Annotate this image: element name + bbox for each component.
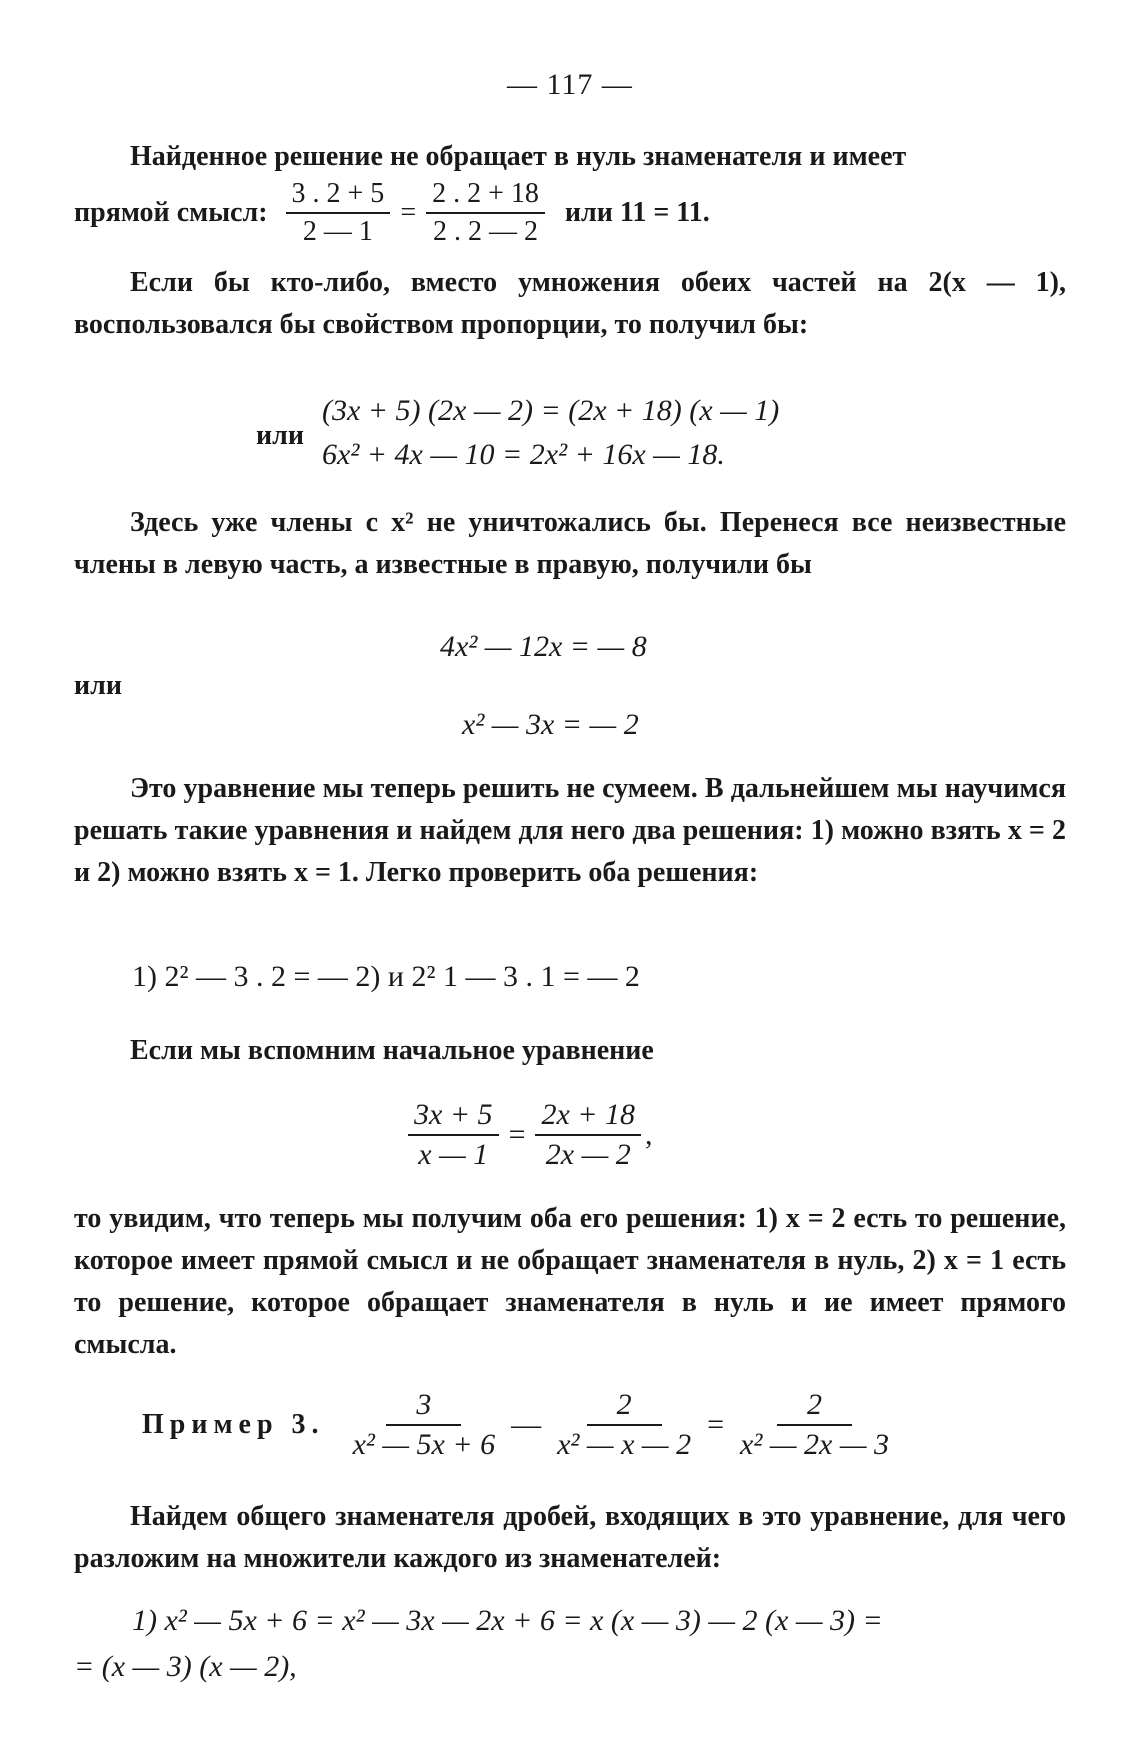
denominator: x² — 5x + 6 [352, 1428, 496, 1461]
equals-sign: = [707, 1408, 725, 1441]
fraction-right [535, 1098, 641, 1172]
fraction-left [286, 178, 391, 248]
check-equation-line [74, 178, 710, 248]
paragraph-text: Если бы кто-либо, вместо умножения обеих частей на 2(x — 1), воспользовался бы свойством пропорции, то получил бы: [74, 267, 1066, 340]
fraction-3 [734, 1388, 895, 1462]
factorization-line-1: 1) x² — 5x + 6 = x² — 3x — 2x + 6 = x (x — 3) — 2 (x — 3) = [132, 1604, 883, 1637]
denominator: 2 — 1 [302, 216, 373, 247]
fraction-left [408, 1098, 499, 1172]
equation-proportion-1: (3x + 5) (2x — 2) = (2x + 18) (x — 1) [322, 394, 780, 427]
paragraph-text: Здесь уже члены с x² не уничтожались бы. Перенеся все неизвестные члены в левую часть, а известные в правую, получили бы [74, 507, 1066, 580]
paragraph-recall [74, 1030, 1066, 1072]
numerator: 2 [777, 1388, 852, 1426]
original-equation [404, 1098, 653, 1172]
page-number: — 117 — [507, 68, 633, 101]
paragraph-solution-check [74, 136, 1066, 178]
denominator: 2x — 2 [545, 1138, 631, 1171]
example-label: Пример 3. [142, 1409, 325, 1440]
tail-text: или 11 = 11. [564, 197, 710, 228]
equals-sign: = [400, 197, 417, 228]
factorization-line-2: = (x — 3) (x — 2), [74, 1650, 297, 1683]
paragraph-text: Найдем общего знаменателя дробей, входящих в это уравнение, для чего разложим на множители каждого из знаменателей: [74, 1501, 1066, 1574]
equation-proportion-2: 6x² + 4x — 10 = 2x² + 16x — 18. [322, 438, 725, 471]
numerator: 3 . 2 + 5 [286, 178, 391, 214]
denominator: x² — x — 2 [557, 1428, 692, 1461]
numerator: 3x + 5 [408, 1098, 499, 1136]
lead-text: прямой смысл: [74, 197, 268, 228]
denominator: 2 . 2 — 2 [433, 216, 538, 247]
word-or-2: или [74, 670, 122, 701]
numerator: 2 [587, 1388, 662, 1426]
numerator: 2 . 2 + 18 [426, 178, 545, 214]
numerator: 3 [386, 1388, 461, 1426]
numerator: 2x + 18 [535, 1098, 641, 1136]
paragraph-text: Если мы вспомним начальное уравнение [130, 1035, 654, 1066]
minus-sign: — [511, 1408, 542, 1441]
paragraph-text: Это уравнение мы теперь решить не сумеем. В дальнейшем мы научимся решать такие уравнения и найдем для него два решения: 1) можно взять x = 2 и 2) можно взять x = 1. Легко проверить оба решения: [74, 773, 1066, 888]
example-3-equation [142, 1388, 899, 1462]
equation-quadratic-1: 4x² — 12x = — 8 [440, 630, 647, 663]
fraction-2 [551, 1388, 697, 1462]
paragraph-common-denominator [74, 1496, 1066, 1580]
denominator: x — 1 [418, 1138, 489, 1171]
fraction-1 [347, 1388, 502, 1462]
paragraph-text: Найденное решение не обращает в нуль знаменателя и имеет [130, 141, 907, 172]
paragraph-x-squared [74, 502, 1066, 586]
fraction-right [426, 178, 545, 248]
comma: , [645, 1118, 653, 1151]
equals-sign: = [508, 1118, 526, 1151]
denominator: x² — 2x — 3 [740, 1428, 889, 1461]
equation-quadratic-2: x² — 3x = — 2 [462, 708, 639, 741]
paragraph-text: то увидим, что теперь мы получим оба его решения: 1) x = 2 есть то решение, которое имеет прямой смысл и не обращает знаменателя в нуль, 2) x = 1 есть то решение, которое обращает знаменателя в нуль и ие имеет прямого смысла. [74, 1203, 1066, 1360]
check-both-solutions: 1) 2² — 3 . 2 = — 2) и 2² 1 — 3 . 1 = — 2 [132, 960, 640, 993]
paragraph-both-solutions [74, 1198, 1066, 1366]
word-or: или [256, 420, 304, 451]
paragraph-proportion [74, 262, 1066, 346]
paragraph-two-solutions [74, 768, 1066, 894]
